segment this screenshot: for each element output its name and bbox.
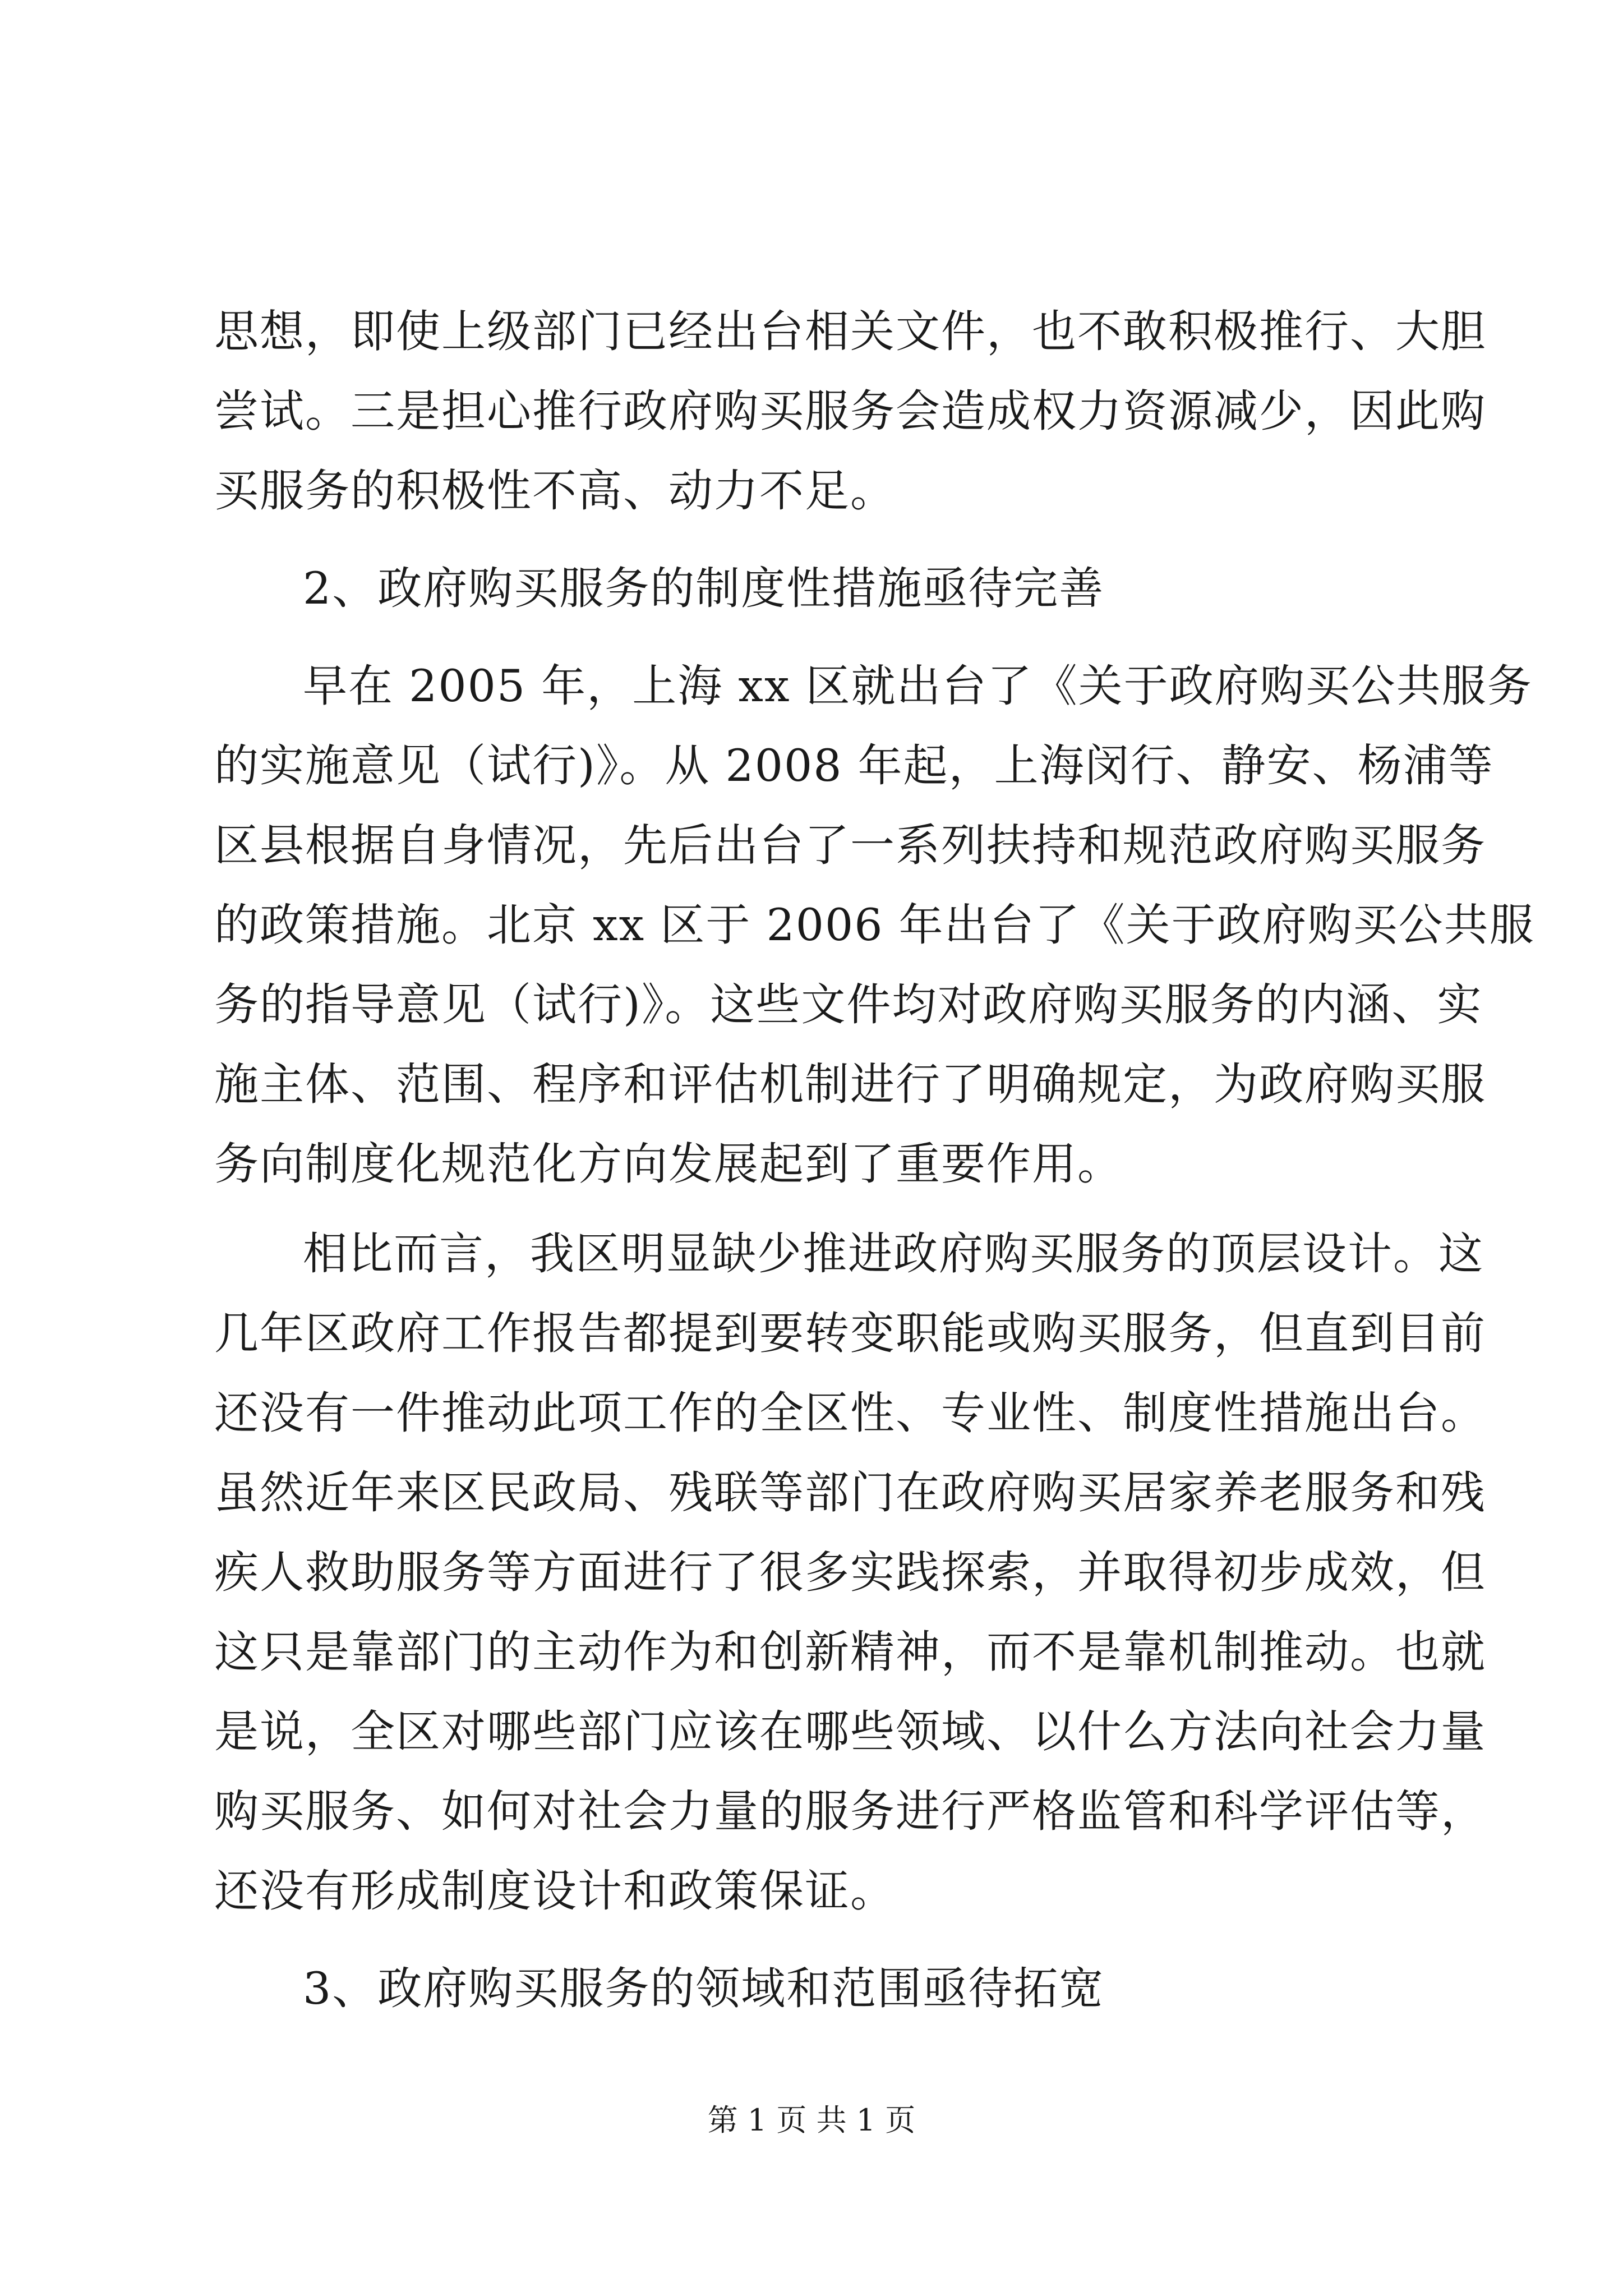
text-line: 尝试。三是担心推行政府购买服务会造成权力资源减少，因此购 bbox=[214, 385, 1486, 437]
paragraph-comparison bbox=[214, 1214, 1486, 1931]
text-line: 的实施意见（试行)》。从 2008 年起，上海闵行、静安、杨浦等 bbox=[214, 740, 1494, 792]
text-line: 虽然近年来区民政局、残联等部门在政府购买居家养老服务和残 bbox=[214, 1467, 1486, 1519]
text-line: 是说，全区对哪些部门应该在哪些领域、以什么方法向社会力量 bbox=[214, 1706, 1486, 1757]
text-line: 还没有一件推动此项工作的全区性、专业性、制度性措施出台。 bbox=[214, 1387, 1486, 1439]
text-line: 几年区政府工作报告都提到要转变职能或购买服务，但直到目前 bbox=[214, 1308, 1486, 1359]
paragraph-shanghai-beijing bbox=[214, 646, 1535, 1204]
text-line: 相比而言，我区明显缺少推进政府购买服务的顶层设计。这 bbox=[303, 1228, 1484, 1280]
text-line: 区县根据自身情况，先后出台了一系列扶持和规范政府购买服务 bbox=[214, 820, 1486, 871]
text-line: 思想，即使上级部门已经出台相关文件，也不敢积极推行、大胆 bbox=[214, 306, 1486, 357]
section-heading-2 bbox=[214, 541, 1409, 636]
text-line: 施主体、范围、程序和评估机制进行了明确规定，为政府购买服 bbox=[214, 1059, 1486, 1110]
text-line: 还没有形成制度设计和政策保证。 bbox=[214, 1865, 896, 1917]
text-line: 务向制度化规范化方向发展起到了重要作用。 bbox=[214, 1138, 1123, 1190]
text-line: 这只是靠部门的主动作为和创新精神，而不是靠机制推动。也就 bbox=[214, 1626, 1486, 1678]
text-line: 疾人救助服务等方面进行了很多实践探索，并取得初步成效，但 bbox=[214, 1547, 1486, 1598]
page-footer: 第 1 页 共 1 页 bbox=[707, 2102, 916, 2138]
section-heading-3 bbox=[214, 1941, 1409, 2036]
text-line: 务的指导意见（试行)》。这些文件均对政府购买服务的内涵、实 bbox=[214, 979, 1483, 1030]
paragraph-continuation bbox=[214, 292, 1486, 531]
document-body bbox=[214, 292, 1535, 2036]
text-line: 早在 2005 年，上海 xx 区就出台了《关于政府购买公共服务 bbox=[303, 660, 1533, 712]
text-line: 的政策措施。北京 xx 区于 2006 年出台了《关于政府购买公共服 bbox=[214, 899, 1535, 951]
section-heading-text: 3、政府购买服务的领域和范围亟待拓宽 bbox=[303, 1963, 1105, 2014]
text-line: 买服务的积极性不高、动力不足。 bbox=[214, 465, 896, 517]
text-line: 购买服务、如何对社会力量的服务进行严格监管和科学评估等， bbox=[214, 1786, 1486, 1837]
section-heading-text: 2、政府购买服务的制度性措施亟待完善 bbox=[303, 563, 1105, 614]
